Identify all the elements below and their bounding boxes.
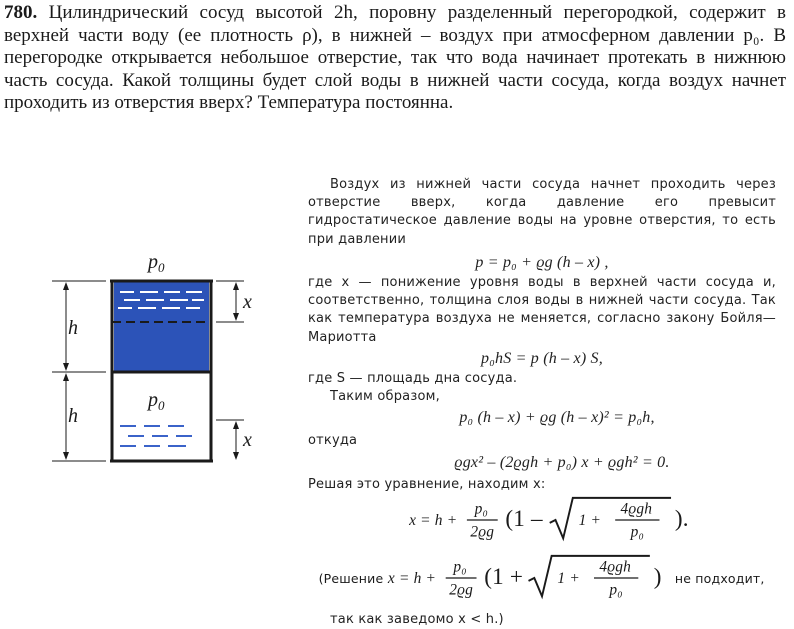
f6-root-den: p₀ <box>609 581 623 599</box>
f5-den: 2ϱg <box>470 523 495 541</box>
formula-3: p₀ (h – x) + ϱg (h – x)² = p₀h, <box>459 409 655 427</box>
f6-lhs: x = h + <box>387 570 437 588</box>
label-p0-mid: $p_0$ <box>148 389 165 413</box>
f5-root-den: p₀ <box>630 523 645 541</box>
f6-suffix: не подходит, <box>674 571 765 587</box>
f5-open: (1 – <box>505 505 543 532</box>
formula-2: p₀hS = p (h – x) S, <box>481 349 603 367</box>
problem-text: Цилиндрический сосуд высотой 2h, поровну разделенный перегородкой, содержит в верхней части воду (ее плотность ρ), в нижней – воздух при атмосферном давлении p₀. В перегородке открывается небольшое отверстие, так что вода начинает протекать в нижнюю часть сосуда. Какой толщины будет слой воды в нижней части сосуда, когда воздух начнет проходить из отверстия вверх? Температура постоянна. <box>4 2 787 113</box>
label-h-bottom: h <box>68 405 78 427</box>
label-x-top: x <box>243 291 252 313</box>
solution-p7: так как заведомо x < h.) <box>330 611 504 627</box>
f6-root-num: 4ϱgh <box>599 558 632 576</box>
formula-6 <box>308 552 776 604</box>
problem-statement <box>4 2 786 115</box>
solution-p5: откуда <box>308 432 358 448</box>
f6-close: ) <box>653 563 662 590</box>
solution-p4: Таким образом, <box>330 389 440 405</box>
label-x-bottom: x <box>243 429 252 451</box>
formula-4: ϱgx² – (2ϱgh + p₀) x + ϱgh² = 0. <box>454 453 670 471</box>
f6-num: p₀ <box>453 558 467 576</box>
f6-root-one: 1 + <box>557 570 580 588</box>
label-h-top: h <box>68 317 78 339</box>
solution-p6: Решая это уравнение, находим x: <box>308 477 546 493</box>
solution <box>308 176 776 629</box>
solution-p3: где S — площадь дна сосуда. <box>308 371 518 387</box>
f6-open: (1 + <box>484 563 524 590</box>
formula-5 <box>308 494 776 546</box>
f5-num: p₀ <box>474 500 489 518</box>
problem-number: 780. <box>4 2 38 23</box>
bottom-water-dashes <box>120 426 192 446</box>
f5-close: ). <box>674 505 689 532</box>
upper-water <box>114 282 209 372</box>
f6-den: 2ϱg <box>449 581 474 599</box>
h-dimension <box>52 281 106 461</box>
label-p0-top: $p_0$ <box>148 251 165 275</box>
f5-root-one: 1 + <box>578 512 602 530</box>
x-dimension <box>216 281 244 458</box>
formula-1: p = p₀ + ϱg (h – x) , <box>475 253 609 271</box>
f6-prefix: (Решение <box>318 571 384 587</box>
vessel-figure <box>40 240 300 480</box>
solution-p2: где x — понижение уровня воды в верхней части сосуда и, соответственно, толщина слоя воды в нижней части сосуда. Так как температура воздуха не меняется, согласно закону Бойля—Мариотта <box>308 275 776 345</box>
solution-p1: Воздух из нижней части сосуда начнет проходить через отверстие вверх, когда давление его превысит гидростатическое давление воды на уровне отверстия, то есть при давлении <box>308 177 776 247</box>
f5-root-num: 4ϱgh <box>620 500 653 518</box>
f5-lhs: x = h + <box>409 512 458 530</box>
